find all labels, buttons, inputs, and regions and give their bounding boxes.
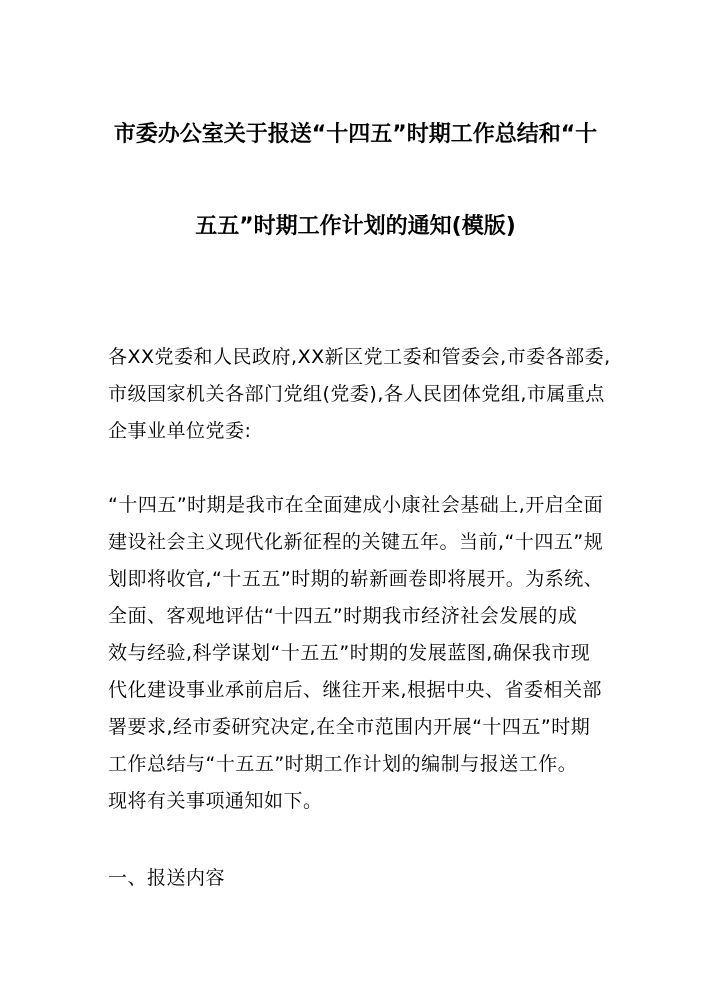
body-line-2: 建设社会主义现代化新征程的关键五年。当前,“十四五”规 [108, 531, 604, 553]
body-line-1: “十四五”时期是我市在全面建成小康社会基础上,开启全面 [108, 494, 604, 516]
body-line-3: 划即将收官,“十五五”时期的崭新画卷即将展开。为系统、 [108, 568, 604, 590]
body-line-7: 署要求,经市委研究决定,在全市范围内开展“十四五”时期 [108, 716, 591, 738]
body-line-6: 代化建设事业承前启后、继往开来,根据中央、省委相关部 [108, 679, 603, 701]
body-line-4: 全面、客观地评估“十四五”时期我市经济社会发展的成 [108, 605, 578, 627]
section-heading: 一、报送内容 [108, 867, 226, 889]
document-title-line-2: 五五”时期工作计划的通知(模版) [195, 214, 516, 239]
body-line-8: 工作总结与“十五五”时期工作计划的编制与报送工作。 [108, 753, 578, 775]
body-line-9: 现将有关事项通知如下。 [108, 790, 323, 812]
body-line-5: 效与经验,科学谋划“十五五”时期的发展蓝图,确保我市现 [108, 642, 591, 664]
salutation-line-2: 市级国家机关各部门党组(党委),各人民团体党组,市属重点 [108, 383, 605, 405]
salutation-line-1: 各XX党委和人民政府,XX新区党工委和管委会,市委各部委, [108, 346, 611, 368]
salutation-line-3: 企事业单位党委: [108, 420, 252, 442]
document-title-line-1: 市委办公室关于报送“十四五”时期工作总结和“十 [113, 122, 598, 147]
